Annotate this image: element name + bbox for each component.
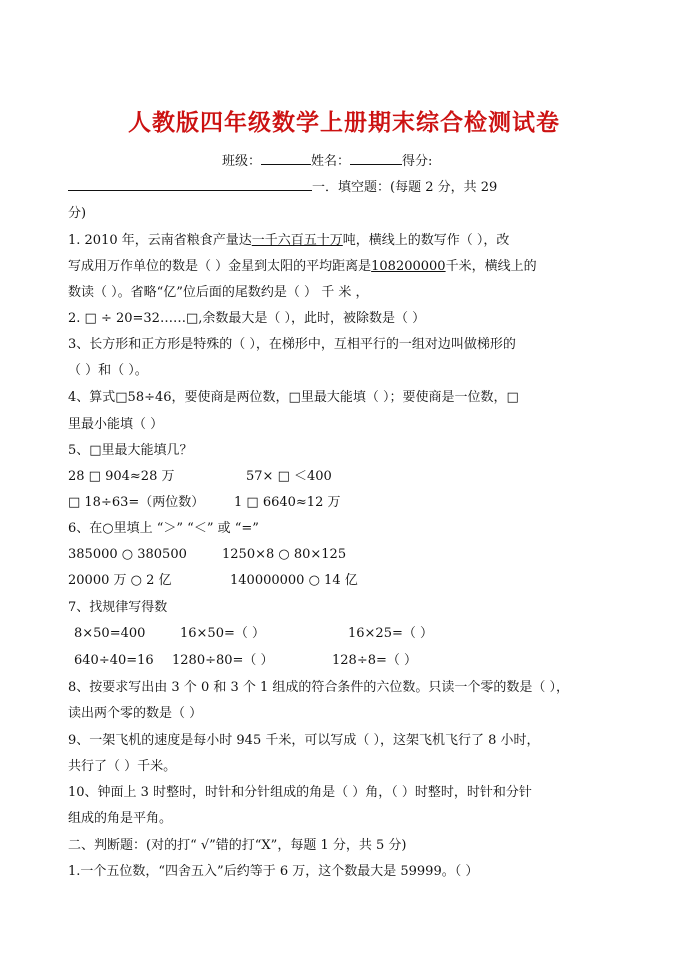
class-label: 班级： <box>222 154 262 169</box>
q1-line2 <box>68 259 537 275</box>
q1-text-a: 1. 2010 年，云南省粮食产量达 <box>68 233 252 248</box>
class-blank[interactable] <box>261 152 311 165</box>
q1-line2-text-b: 千米，横线上的 <box>445 259 537 274</box>
section1-heading: 一．填空题：(每题 2 分，共 29 <box>312 180 498 195</box>
q9-line1: 9、一架飞机的速度是每小时 945 千米，可以写成（ ），这架飞机飞行了 8 小时， <box>68 733 540 748</box>
q5-row2-b: 1 □ 6640≈12 万 <box>234 495 341 510</box>
section1-heading-line <box>68 178 497 196</box>
q6-row2-b: 140000000 ○ 14 亿 <box>230 573 358 588</box>
q4-line1: 4、算式□58÷46，要使商是两位数，□里最大能填（ ）；要使商是一位数，□ <box>68 390 519 405</box>
q5-row1-a: 28 □ 904≈28 万 <box>68 469 175 484</box>
student-info-line <box>222 152 432 170</box>
name-label: 姓名： <box>311 154 351 169</box>
q5-row2-a: □ 18÷63=（两位数） <box>68 495 205 510</box>
q7-row1-a: 8×50=400 <box>74 626 146 641</box>
q1-underlined-distance: 108200000 <box>371 259 446 274</box>
q5-row1-b: 57× □ ＜400 <box>246 469 332 484</box>
q3-line1: 3、长方形和正方形是特殊的（ ），在梯形中，互相平行的一组对边叫做梯形的 <box>68 337 516 352</box>
q6-row2-a: 20000 万 ○ 2 亿 <box>68 573 172 588</box>
q8-line1: 8、按要求写出由 3 个 0 和 3 个 1 组成的符合条件的六位数。只读一个零的数是（ ）， <box>68 680 570 695</box>
section2-q1: 1.一个五位数，“四舍五入”后约等于 6 万，这个数最大是 59999。（ ） <box>68 864 479 879</box>
q7-row2-a: 640÷40=16 <box>74 653 154 668</box>
name-blank[interactable] <box>350 152 402 165</box>
q7-row2-b: 1280÷80=（ ） <box>172 653 274 668</box>
q1-line1 <box>68 233 509 249</box>
heading-rule <box>68 178 312 191</box>
q10-line1: 10、钟面上 3 时整时，时针和分针组成的角是（ ）角，（ ）时整时，时针和分针 <box>68 785 532 800</box>
q7-row2-c: 128÷8=（ ） <box>332 653 418 668</box>
q8-line2: 读出两个零的数是（ ） <box>68 706 203 721</box>
q4-line2: 里最小能填（ ） <box>68 417 164 432</box>
q6-row1-a: 385000 ○ 380500 <box>68 547 187 562</box>
q5-heading: 5、□里最大能填几？ <box>68 443 193 458</box>
q2-line: 2. □ ÷ 20=32……□,余数最大是（ ），此时，被除数是（ ） <box>68 311 426 326</box>
q1-line2-text-a: 写成用万作单位的数是（ ）金星到太阳的平均距离是 <box>68 259 372 274</box>
q3-line2: （ ）和（ ）。 <box>68 363 148 378</box>
section1-heading-cont: 分) <box>68 206 87 221</box>
q7-row1-c: 16×25=（ ） <box>348 626 434 641</box>
score-label: 得分: <box>402 154 433 169</box>
q10-line2: 组成的角是平角。 <box>68 811 173 826</box>
page-title: 人教版四年级数学上册期末综合检测试卷 <box>128 109 560 136</box>
q7-row1-b: 16×50=（ ） <box>180 626 266 641</box>
q7-heading: 7、找规律写得数 <box>68 600 168 615</box>
q6-row1-b: 1250×8 ○ 80×125 <box>222 547 347 562</box>
q9-line2: 共行了（ ）千米。 <box>68 759 177 774</box>
q1-text-b: 吨，横线上的数写作（ ），改 <box>342 233 510 248</box>
q1-underlined-number: 一千六百五十万 <box>251 233 343 248</box>
q6-heading: 6、在○里填上 “＞” “＜” 或 “=” <box>68 521 259 536</box>
section2-heading: 二、判断题：(对的打“ √”错的打“X”，每题 1 分，共 5 分) <box>68 838 407 853</box>
q1-line3: 数读（ ）。省略“亿”位后面的尾数约是（ ） 千 米 ， <box>68 285 369 300</box>
